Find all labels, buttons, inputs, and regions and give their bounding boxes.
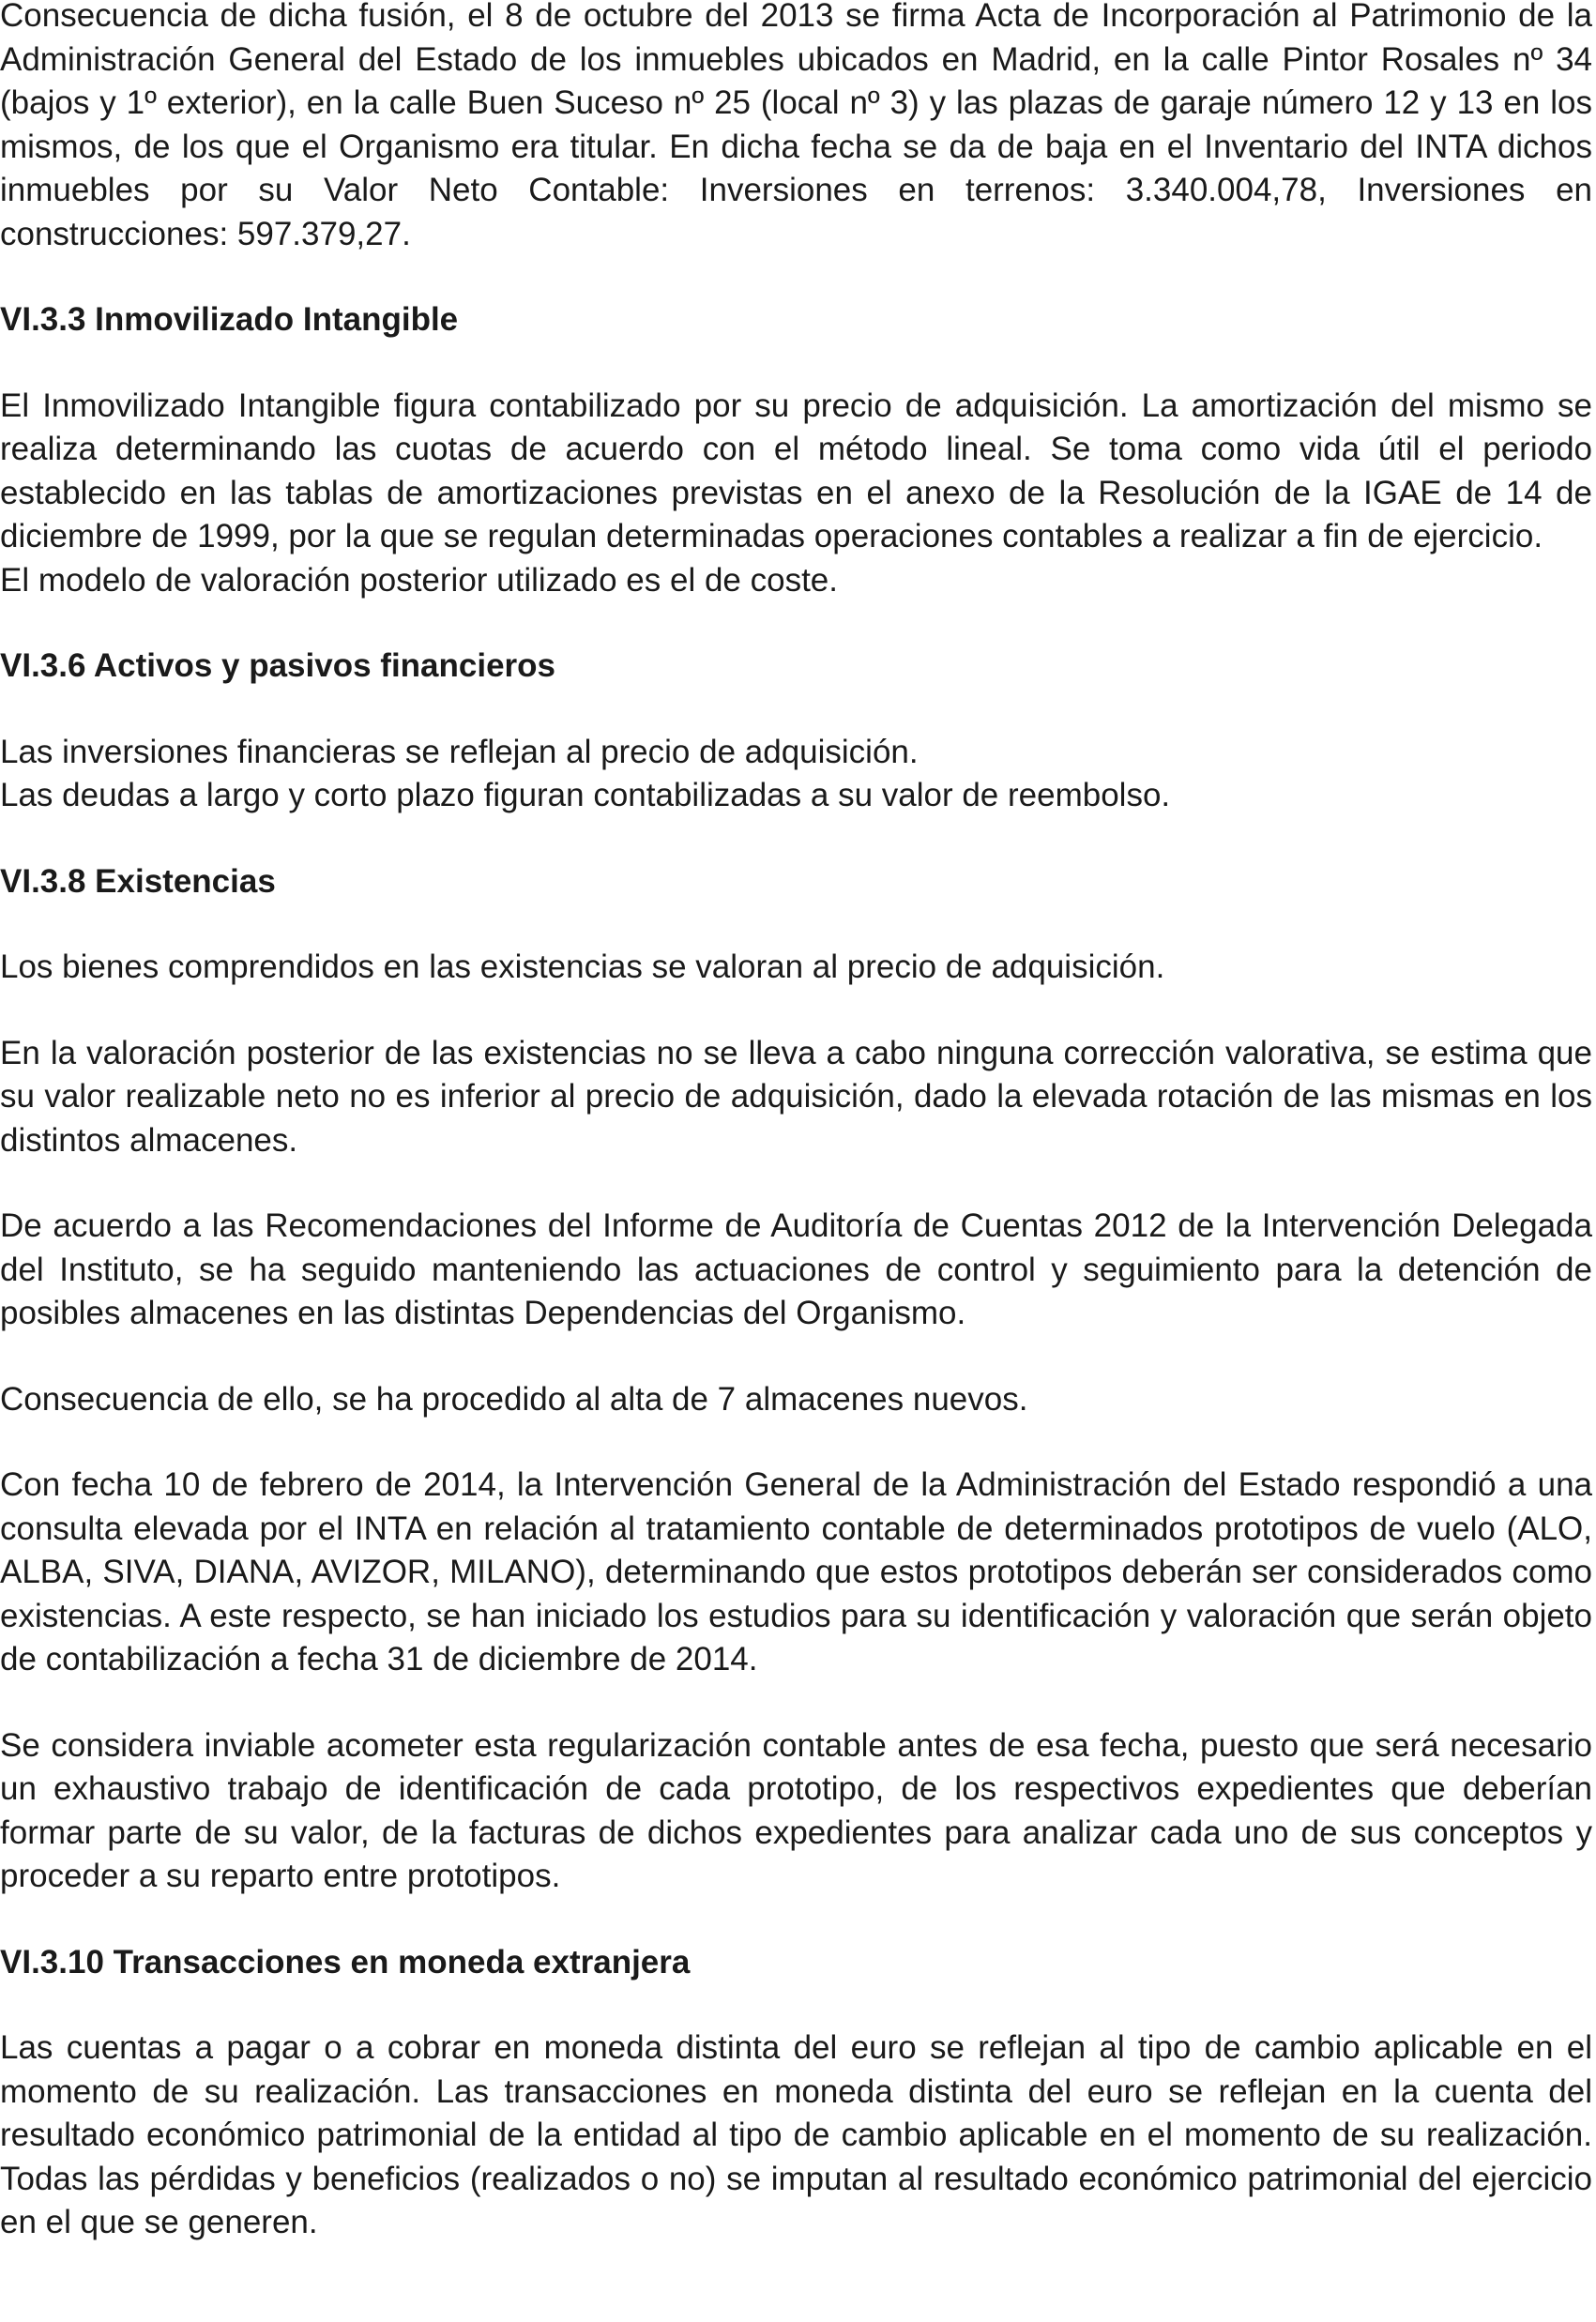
heading-inmovilizado-intangible: VI.3.3 Inmovilizado Intangible	[0, 301, 459, 338]
paragraph-existencias-almacenes: Consecuencia de ello, se ha procedido al alta de 7 almacenes nuevos.	[0, 1380, 1028, 1418]
spacer	[0, 903, 1592, 946]
spacer	[0, 256, 1592, 298]
paragraph-existencias-prototipos: Con fecha 10 de febrero de 2014, la Intervención General de la Administración del Estado respondió a una consulta elevada por el INTA en relación al tratamiento contable de determinados prototipos de vuelo (ALO, ALBA, SIVA, DIANA, AVIZOR, MILANO), determinando que estos prototipos deberán ser considerados como existencias. A este respecto, se han iniciado los estudios para su identificación y valoración que serán objeto de contabilización a fecha 31 de diciembre de 2014.	[0, 1466, 1592, 1677]
heading-activos-pasivos-financieros: VI.3.6 Activos y pasivos financieros	[0, 647, 556, 684]
heading-transacciones-moneda-extranjera: VI.3.10 Transacciones en moneda extranjera	[0, 1943, 691, 1981]
paragraph-existencias-precio: Los bienes comprendidos en las existencias se valoran al precio de adquisición.	[0, 949, 1165, 985]
spacer	[0, 1162, 1592, 1205]
paragraph-moneda-extranjera: Las cuentas a pagar o a cobrar en moneda distinta del euro se reflejan al tipo de cambio aplicable en el momento de su realización. Las transacciones en moneda distinta del euro se reflejan en la cuenta del resultado económico patrimonial de la entidad al tipo de cambio aplicable en el momento de su realización. Todas las pérdidas y beneficios (realizados o no) se imputan al resultado económico patrimonial del ejercicio en el que se generen.	[0, 2029, 1592, 2240]
spacer	[0, 990, 1592, 1032]
spacer	[0, 602, 1592, 645]
paragraph-fusion: Consecuencia de dicha fusión, el 8 de octubre del 2013 se firma Acta de Incorporación al Patrimonio de la Administración General del Estado de los inmuebles ubicados en Madrid, en la calle Pintor Rosales nº 34 (bajos y 1º exterior), en la calle Buen Suceso nº 25 (local nº 3) y las plazas de garaje número 12 y 13 en los mismos, de los que el Organismo era titular. En dicha fecha se da de baja en el Inventario del INTA dichos inmuebles por su Valor Neto Contable: Inversiones en terrenos: 3.340.004,78, Inversiones en construcciones: 597.379,27.	[0, 0, 1592, 252]
spacer	[0, 689, 1592, 731]
paragraph-existencias-auditoria: De acuerdo a las Recomendaciones del Informe de Auditoría de Cuentas 2012 de la Intervención Delegada del Instituto, se ha seguido manteniendo las actuaciones de control y seguimiento para la detención de posibles almacenes en las distintas Dependencias del Organismo.	[0, 1207, 1592, 1331]
spacer	[0, 1421, 1592, 1464]
paragraph-deudas: Las deudas a largo y corto plazo figuran contabilizadas a su valor de reembolso.	[0, 777, 1171, 813]
paragraph-intangible-valoracion: El modelo de valoración posterior utilizado es el de coste.	[0, 561, 838, 599]
spacer	[0, 1682, 1592, 1724]
spacer	[0, 1899, 1592, 1941]
paragraph-inversiones-financieras: Las inversiones financieras se reflejan al precio de adquisición.	[0, 733, 919, 770]
spacer	[0, 342, 1592, 385]
spacer	[0, 818, 1592, 860]
spacer	[0, 1336, 1592, 1378]
paragraph-existencias-valoracion: En la valoración posterior de las existencias no se lleva a cabo ninguna corrección valorativa, se estima que su valor realizable neto no es inferior al precio de adquisición, dado la elevada rotación de las mismas en los distintos almacenes.	[0, 1034, 1592, 1159]
paragraph-existencias-regularizacion: Se considera inviable acometer esta regularización contable antes de esa fecha, puesto que será necesario un exhaustivo trabajo de identificación de cada prototipo, de los respectivos expedientes que deberían formar parte de su valor, de la facturas de dichos expedientes para analizar cada uno de sus conceptos y proceder a su reparto entre prototipos.	[0, 1726, 1592, 1894]
paragraph-intangible-amortizacion: El Inmovilizado Intangible figura contabilizado por su precio de adquisición. La amortización del mismo se realiza determinando las cuotas de acuerdo con el método lineal. Se toma como vida útil el periodo establecido en las tablas de amortizaciones previstas en el anexo de la Resolución de la IGAE de 14 de diciembre de 1999, por la que se regulan determinadas operaciones contables a realizar a fin de ejercicio.	[0, 387, 1592, 554]
spacer	[0, 1984, 1592, 2026]
heading-existencias: VI.3.8 Existencias	[0, 862, 276, 900]
